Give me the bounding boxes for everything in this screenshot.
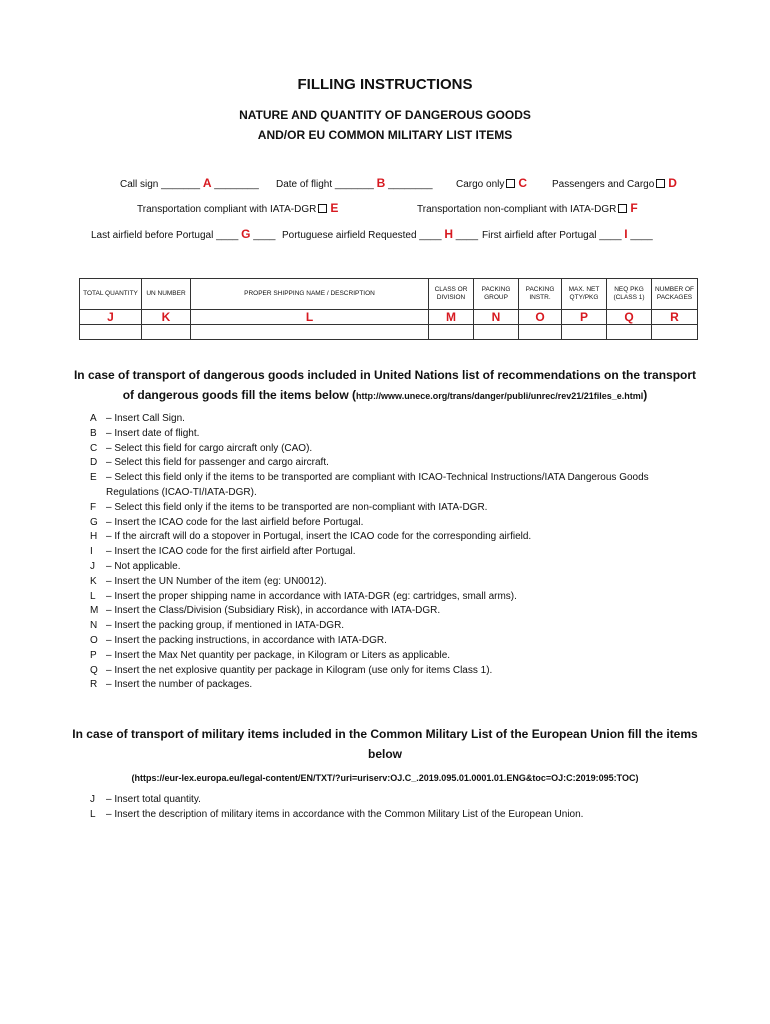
first-airfield-field[interactable] [482, 227, 653, 241]
header-shipping-name: PROPER SHIPPING NAME / DESCRIPTION [191, 279, 429, 310]
goods-table [79, 278, 698, 340]
first-airfield-tail: ____ [630, 230, 653, 241]
list-item-text: – Insert the packing instructions, in accordance with IATA-DGR. [106, 634, 387, 646]
list-item [90, 590, 686, 605]
list-item-text: – Insert the description of military items in accordance with the Common Military List of the European Union. [106, 808, 584, 820]
list-item-key: K [90, 575, 97, 587]
list-item [90, 664, 686, 679]
passengers-and-cargo-option[interactable] [552, 176, 677, 190]
last-airfield-field[interactable] [91, 227, 275, 241]
list-item-text: – Select this field only if the items to be transported are compliant with ICAO-Technical Instructions/IATA Dangerous Goods Regulations (ICAO-TI/IATA-DGR). [106, 472, 649, 498]
list-item-key: J [90, 794, 95, 805]
list-item [90, 678, 686, 693]
compliant-label: Transportation compliant with IATA-DGR [137, 204, 317, 215]
list-item-text: – Not applicable. [106, 560, 181, 572]
un-heading-line-1: In case of transport of dangerous goods included in United Nations list of recommendations on the transport [73, 368, 697, 382]
cargo-only-checkbox[interactable] [506, 179, 515, 188]
list-item-key: B [90, 427, 97, 439]
non-compliant-code: F [630, 201, 638, 215]
date-of-flight-code: B [376, 176, 386, 190]
list-item-text: – Insert the ICAO code for the first airfield after Portugal. [106, 546, 356, 558]
list-item [90, 808, 686, 823]
list-item-text: – Select this field for passenger and cargo aircraft. [106, 457, 329, 469]
table-cell[interactable] [519, 325, 562, 340]
list-item-key: A [90, 413, 97, 424]
list-item-text: – Insert the packing group, if mentioned in IATA-DGR. [106, 620, 345, 632]
list-item [90, 634, 686, 649]
call-sign-code: A [202, 176, 212, 190]
list-item-key: J [90, 560, 95, 572]
subtitle-line-2: AND/OR EU COMMON MILITARY LIST ITEMS [257, 128, 513, 142]
cargo-only-code: C [518, 176, 528, 190]
non-compliant-checkbox[interactable] [618, 204, 627, 213]
cell-letter-n[interactable]: N [474, 310, 519, 325]
table-letter-row [80, 310, 698, 325]
last-airfield-code: G [241, 227, 251, 241]
list-item [90, 530, 686, 545]
cargo-only-option[interactable] [456, 176, 527, 190]
compliant-option[interactable] [137, 201, 338, 215]
list-item [90, 560, 686, 575]
list-item-key: I [90, 546, 93, 558]
list-item-text: – Insert the Class/Division (Subsidiary Risk), in accordance with IATA-DGR. [106, 605, 441, 617]
call-sign-tail: ________ [214, 179, 259, 190]
list-item-key: C [90, 442, 98, 454]
list-item-key: E [90, 472, 97, 484]
last-airfield-tail: ____ [253, 230, 276, 241]
cargo-only-label: Cargo only [456, 179, 505, 190]
list-item [90, 545, 686, 560]
compliant-code: E [330, 201, 339, 215]
date-of-flight-field[interactable] [276, 176, 433, 190]
eu-instructions-list [90, 793, 686, 823]
header-class-division: CLASS OR DIVISION [429, 279, 474, 310]
date-of-flight-tail: ________ [388, 179, 433, 190]
header-un-number: UN NUMBER [142, 279, 191, 310]
table-cell[interactable] [562, 325, 607, 340]
list-item-key: P [90, 649, 97, 661]
table-cell[interactable] [652, 325, 698, 340]
list-item-key: G [90, 516, 98, 528]
list-item-key: L [90, 808, 96, 820]
list-item [90, 793, 686, 808]
list-item-text: – Insert the net explosive quantity per package in Kilogram (use only for items Class 1). [106, 664, 493, 676]
list-item-key: N [90, 620, 98, 632]
cell-letter-k[interactable]: K [142, 310, 191, 325]
un-heading-line-2 [0, 385, 770, 406]
table-cell[interactable] [607, 325, 652, 340]
list-item-text: – Insert the Max Net quantity per package, in Kilogram or Liters as applicable. [106, 649, 451, 661]
header-max-net-qty: MAX. NET QTY/PKG [562, 279, 607, 310]
compliant-checkbox[interactable] [318, 204, 327, 213]
passengers-and-cargo-code: D [668, 176, 677, 190]
list-item-text: – Insert the proper shipping name in accordance with IATA-DGR (eg: cartridges, small arms). [106, 590, 517, 602]
list-item-key: D [90, 457, 98, 469]
cell-letter-o[interactable]: O [519, 310, 562, 325]
list-item [90, 471, 686, 501]
un-section-heading [0, 365, 770, 406]
eu-heading-line-2: below [367, 747, 402, 761]
list-item-key: L [90, 590, 96, 602]
un-heading-close: ) [643, 388, 648, 402]
list-item [90, 649, 686, 664]
eu-section-heading [0, 724, 770, 764]
list-item [90, 412, 686, 427]
list-item-text: – Insert date of flight. [106, 427, 200, 439]
table-cell[interactable] [142, 325, 191, 340]
subtitle-line-1: NATURE AND QUANTITY OF DANGEROUS GOODS [239, 108, 531, 122]
list-item-text: – Select this field for cargo aircraft only (CAO). [106, 442, 313, 454]
list-item-text: – Select this field only if the items to be transported are non-compliant with IATA-DGR. [106, 501, 488, 513]
list-item-text: – Insert Call Sign. [106, 413, 185, 424]
header-packing-group: PACKING GROUP [474, 279, 519, 310]
list-item [90, 619, 686, 634]
list-item [90, 501, 686, 516]
list-item [90, 456, 686, 471]
table-cell[interactable] [80, 325, 142, 340]
passengers-and-cargo-checkbox[interactable] [656, 179, 665, 188]
list-item-text: – Insert the UN Number of the item (eg: UN0012). [106, 575, 327, 587]
list-item [90, 442, 686, 457]
un-instructions-list [90, 412, 686, 693]
table-cell[interactable] [429, 325, 474, 340]
list-item [90, 516, 686, 531]
table-cell[interactable] [474, 325, 519, 340]
passengers-and-cargo-label: Passengers and Cargo [552, 179, 655, 190]
cell-letter-p[interactable]: P [562, 310, 607, 325]
cell-letter-q[interactable]: Q [607, 310, 652, 325]
un-heading-text: of dangerous goods fill the items below ( [122, 388, 357, 402]
page-title: FILLING INSTRUCTIONS [297, 76, 473, 93]
list-item-key: Q [90, 664, 98, 676]
list-item-key: H [90, 531, 98, 543]
first-airfield-code: I [624, 227, 628, 241]
list-item [90, 427, 686, 442]
date-of-flight-label: Date of flight _______ [276, 179, 374, 190]
list-item [90, 604, 686, 619]
list-item-key: R [90, 679, 98, 691]
cell-letter-j[interactable]: J [80, 310, 142, 325]
first-airfield-label: First airfield after Portugal ____ [482, 230, 622, 241]
cell-letter-l[interactable]: L [191, 310, 429, 325]
call-sign-label: Call sign _______ [120, 179, 201, 190]
table-empty-row [80, 325, 698, 340]
cell-letter-m[interactable]: M [429, 310, 474, 325]
cell-letter-r[interactable]: R [652, 310, 698, 325]
portuguese-airfield-tail: ____ [455, 230, 479, 241]
header-packing-instr: PACKING INSTR. [519, 279, 562, 310]
list-item-text: – Insert total quantity. [106, 794, 201, 805]
table-header-row [80, 279, 698, 310]
list-item-key: M [90, 605, 99, 617]
non-compliant-label: Transportation non-compliant with IATA-DGR [417, 204, 617, 215]
un-reference-link[interactable]: http://www.unece.org/trans/danger/publi/unrec/rev21/21files_e.html [356, 391, 644, 401]
last-airfield-label: Last airfield before Portugal ____ [91, 230, 239, 241]
list-item-key: O [90, 634, 98, 646]
list-item-key: F [90, 501, 97, 513]
non-compliant-option[interactable] [417, 201, 638, 215]
header-number-of-packages: NUMBER OF PACKAGES [652, 279, 698, 310]
header-neq-pkg: NEQ PKG (CLASS 1) [607, 279, 652, 310]
eu-heading-line-1: In case of transport of military items included in the Common Military List of the European Union fill the items [72, 727, 698, 741]
table-cell[interactable] [191, 325, 429, 340]
header-total-quantity: TOTAL QUANTITY [80, 279, 142, 310]
list-item-text: – Insert the number of packages. [106, 679, 253, 691]
portuguese-airfield-label: Portuguese airfield Requested ____ [282, 230, 442, 241]
list-item [90, 575, 686, 590]
list-item-text: – Insert the ICAO code for the last airfield before Portugal. [106, 516, 364, 528]
portuguese-airfield-code: H [444, 227, 454, 241]
eu-reference-link[interactable]: (https://eur-lex.europa.eu/legal-content/EN/TXT/?uri=uriserv:OJ.C_.2019.095.01.0001.01.ENG&toc=OJ:C:2019:095:TOC) [131, 773, 639, 783]
call-sign-field[interactable] [120, 176, 259, 190]
list-item-text: – If the aircraft will do a stopover in Portugal, insert the ICAO code for the corresponding airfield. [106, 531, 532, 543]
portuguese-airfield-field[interactable] [282, 227, 478, 241]
